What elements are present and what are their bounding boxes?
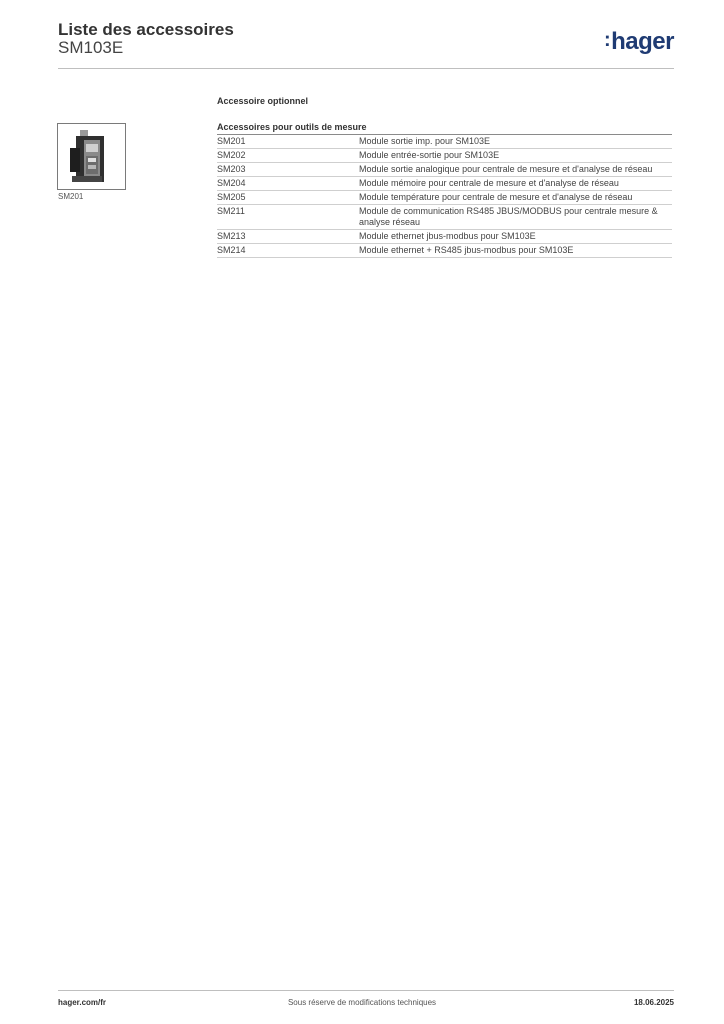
table-row xyxy=(217,135,672,149)
row-description: Module de communication RS485 JBUS/MODBUS pour centrale mesure & analyse réseau xyxy=(359,206,658,227)
footer-divider xyxy=(58,990,674,991)
footer-disclaimer: Sous réserve de modifications techniques xyxy=(287,998,437,1007)
table-row xyxy=(217,177,672,191)
row-description: Module ethernet jbus-modbus pour SM103E xyxy=(359,231,536,241)
header-divider xyxy=(58,68,674,69)
table-row xyxy=(217,230,672,244)
thumbnail-caption: SM201 xyxy=(58,192,84,201)
table-row xyxy=(217,163,672,177)
module-device-image xyxy=(58,124,125,189)
row-code: SM211 xyxy=(217,206,245,216)
row-description: Module sortie analogique pour centrale de mesure et d'analyse de réseau xyxy=(359,164,653,174)
footer-website-link[interactable]: hager.com/fr xyxy=(58,998,107,1007)
row-code: SM203 xyxy=(217,164,246,174)
logo-colon-icon: : xyxy=(603,29,611,51)
table-row xyxy=(217,191,672,205)
table-heading: Accessoires pour outils de mesure xyxy=(217,122,672,135)
row-code: SM201 xyxy=(217,136,246,146)
page-title: Liste des accessoires xyxy=(58,20,234,39)
row-code: SM205 xyxy=(217,192,246,202)
row-code: SM213 xyxy=(217,231,246,241)
footer-date: 18.06.2025 xyxy=(633,998,674,1007)
hager-logo[interactable] xyxy=(604,28,674,56)
table-row xyxy=(217,244,672,258)
row-code: SM214 xyxy=(217,245,246,255)
row-description: Module sortie imp. pour SM103E xyxy=(359,136,491,146)
accessories-table xyxy=(217,122,672,258)
product-thumbnail[interactable] xyxy=(57,123,126,190)
row-description: Module ethernet + RS485 jbus-modbus pour SM103E xyxy=(359,245,574,255)
table-row xyxy=(217,205,672,230)
row-description: Module température pour centrale de mesure et d'analyse de réseau xyxy=(359,192,633,202)
row-code: SM202 xyxy=(217,150,246,160)
logo-text: hager xyxy=(611,28,674,55)
row-code: SM204 xyxy=(217,178,246,188)
table-row xyxy=(217,149,672,163)
page-subtitle: SM103E xyxy=(58,38,124,57)
row-description: Module entrée-sortie pour SM103E xyxy=(359,150,500,160)
section-title: Accessoire optionnel xyxy=(217,96,309,106)
row-description: Module mémoire pour centrale de mesure et d'analyse de réseau xyxy=(359,178,619,188)
